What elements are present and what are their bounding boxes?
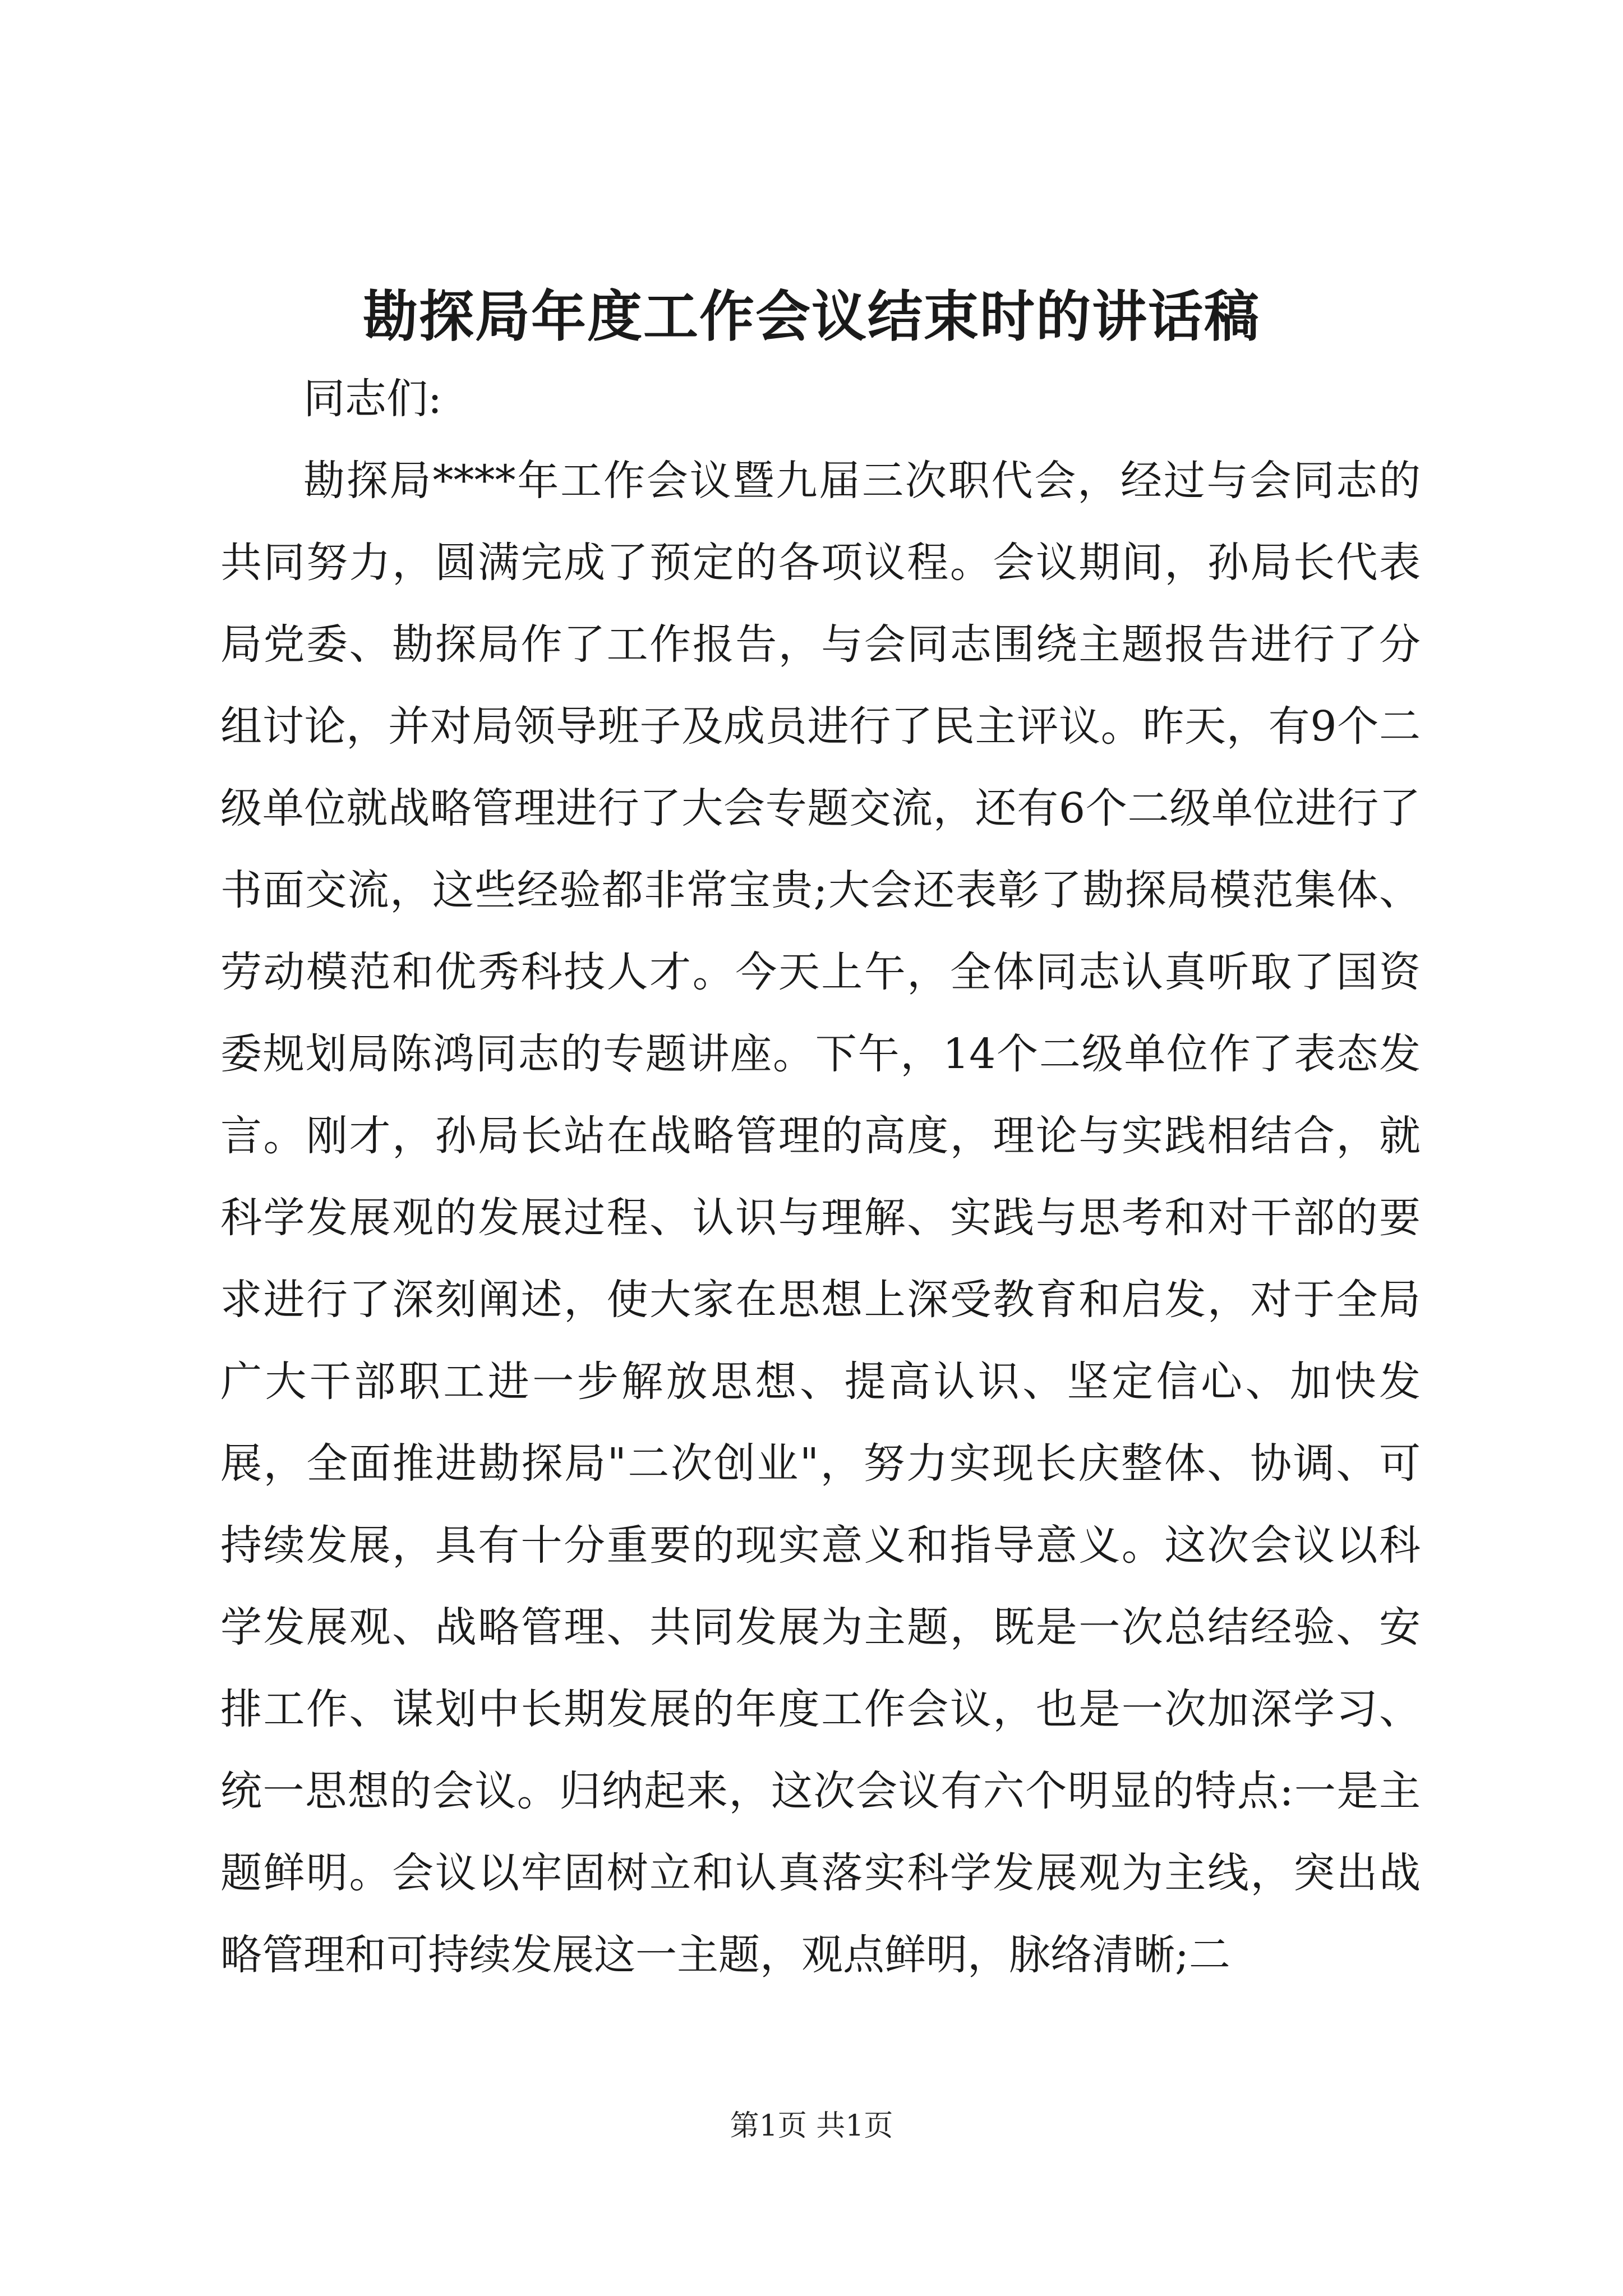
document-title: 勘探局年度工作会议结束时的讲话稿	[362, 284, 1260, 349]
body-paragraph: 勘探局****年工作会议暨九届三次职代会，经过与会同志的共同努力，圆满完成了预定的各项议程。会议期间，孙局长代表局党委、勘探局作了工作报告，与会同志围绕主题报告进行了分组讨论，并对局领导班子及成员进行了民主评议。昨天，有9个二级单位就战略管理进行了大会专题交流，还有6个二级单位进行了书面交流，这些经验都非常宝贵;大会还表彰了勘探局模范集体、劳动模范和优秀科技人才。今天上午，全体同志认真听取了国资委规划局陈鸿同志的专题讲座。下午，14个二级单位作了表态发言。刚才，孙局长站在战略管理的高度，理论与实践相结合，就科学发展观的发展过程、认识与理解、实践与思考和对干部的要求进行了深刻阐述，使大家在思想上深受教育和启发，对于全局广大干部职工进一步解放思想、提高认识、坚定信心、加快发展，全面推进勘探局"二次创业"，努力实现长庆整体、协调、可持续发展，具有十分重要的现实意义和指导意义。这次会议以科学发展观、战略管理、共同发展为主题，既是一次总结经验、安排工作、谋划中长期发展的年度工作会议，也是一次加深学习、统一思想的会议。归纳起来，这次会议有六个明显的特点:一是主题鲜明。会议以牢固树立和认真落实科学发展观为主线，突出战略管理和可持续发展这一主题，观点鲜明，脉络清晰;二	[220, 457, 1421, 1979]
page-footer: 第1页 共1页	[730, 2109, 893, 2143]
greeting-line: 同志们:	[303, 375, 442, 423]
document-body	[220, 358, 1421, 1996]
